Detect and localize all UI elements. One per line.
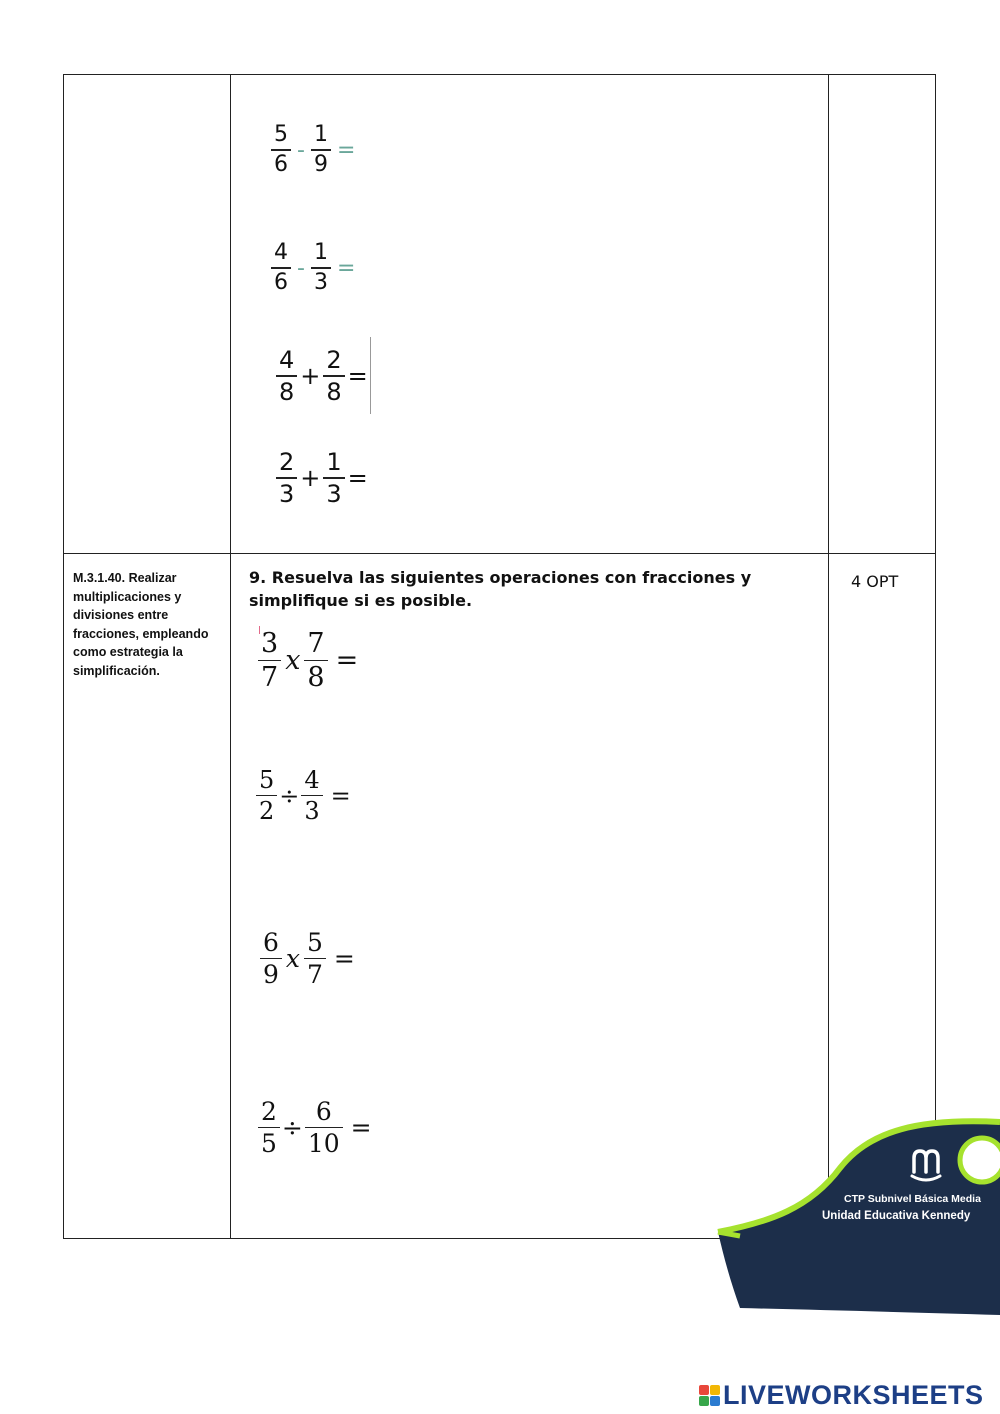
- points-value: 4 OPT: [851, 572, 899, 591]
- exercise-division-1: [256, 768, 357, 823]
- times-operator: x: [285, 944, 301, 973]
- minus-operator: -: [297, 255, 305, 281]
- fraction: $\frac{5}{2}$: [256, 768, 277, 823]
- equals-sign: =: [347, 362, 368, 390]
- liveworksheets-logo: [699, 1380, 984, 1411]
- minus-operator: -: [297, 137, 305, 163]
- text-cursor: [370, 337, 371, 414]
- learning-standard: M.3.1.40. Realizar multiplicaciones y divisiones entre fracciones, empleando como estrategia la simplificación.: [73, 571, 209, 678]
- exercise-division-2: [258, 1099, 378, 1156]
- row-divider: [64, 553, 935, 554]
- fraction: $\frac{7}{8}$: [304, 630, 327, 691]
- exercise-instruction: 9. Resuelva las siguientes operaciones con fracciones y simplifique si es posible.: [249, 568, 752, 610]
- brand-name: LIVEWORKSHEETS: [723, 1380, 984, 1410]
- fraction: $\frac{4}{3}$: [301, 768, 322, 823]
- fraction: $\frac{4}{8}$: [276, 348, 297, 404]
- fraction: $\frac{2}{3}$: [276, 450, 297, 506]
- equals-sign: =: [335, 645, 359, 676]
- exercise-subtraction-1: [271, 124, 361, 176]
- fraction: $\frac{1}{3}$: [311, 242, 331, 294]
- equals-sign: =: [347, 464, 368, 492]
- equals-sign: =: [336, 137, 356, 163]
- fraction: $\frac{5}{7}$: [304, 930, 326, 987]
- column-divider: [230, 75, 231, 1238]
- exercise-subtraction-2: [271, 242, 361, 294]
- fraction: $\frac{6}{10}$: [305, 1099, 343, 1156]
- fraction: $\frac{5}{6}$: [271, 124, 291, 176]
- exercise-multiplication-2: [260, 930, 361, 987]
- plus-operator: +: [300, 362, 321, 390]
- equals-sign: =: [333, 944, 355, 973]
- exercise-multiplication-1: [258, 630, 364, 691]
- divide-operator: ÷: [281, 1113, 303, 1142]
- liveworksheets-grid-icon: [699, 1385, 720, 1406]
- equals-sign: =: [336, 255, 356, 281]
- fraction: $\frac{3}{7}$: [258, 630, 281, 691]
- equals-sign: =: [330, 781, 351, 810]
- equals-sign: =: [350, 1113, 372, 1142]
- badge-school-name: Unidad Educativa Kennedy: [822, 1210, 971, 1222]
- badge-circle: [960, 1138, 1000, 1182]
- divide-operator: ÷: [279, 781, 300, 810]
- fraction: $\frac{1}{3}$: [323, 450, 344, 506]
- badge-subtitle: CTP Subnivel Básica Media: [844, 1193, 981, 1205]
- exercise-addition-2: [276, 450, 371, 506]
- fraction: $\frac{4}{6}$: [271, 242, 291, 294]
- fraction: $\frac{2}{8}$: [323, 348, 344, 404]
- fraction: $\frac{1}{9}$: [311, 124, 331, 176]
- exercise-addition-1: [276, 348, 371, 404]
- fraction: $\frac{2}{5}$: [258, 1099, 280, 1156]
- fraction: $\frac{6}{9}$: [260, 930, 282, 987]
- times-operator: x: [285, 645, 301, 676]
- column-divider: [828, 75, 829, 1238]
- plus-operator: +: [300, 464, 321, 492]
